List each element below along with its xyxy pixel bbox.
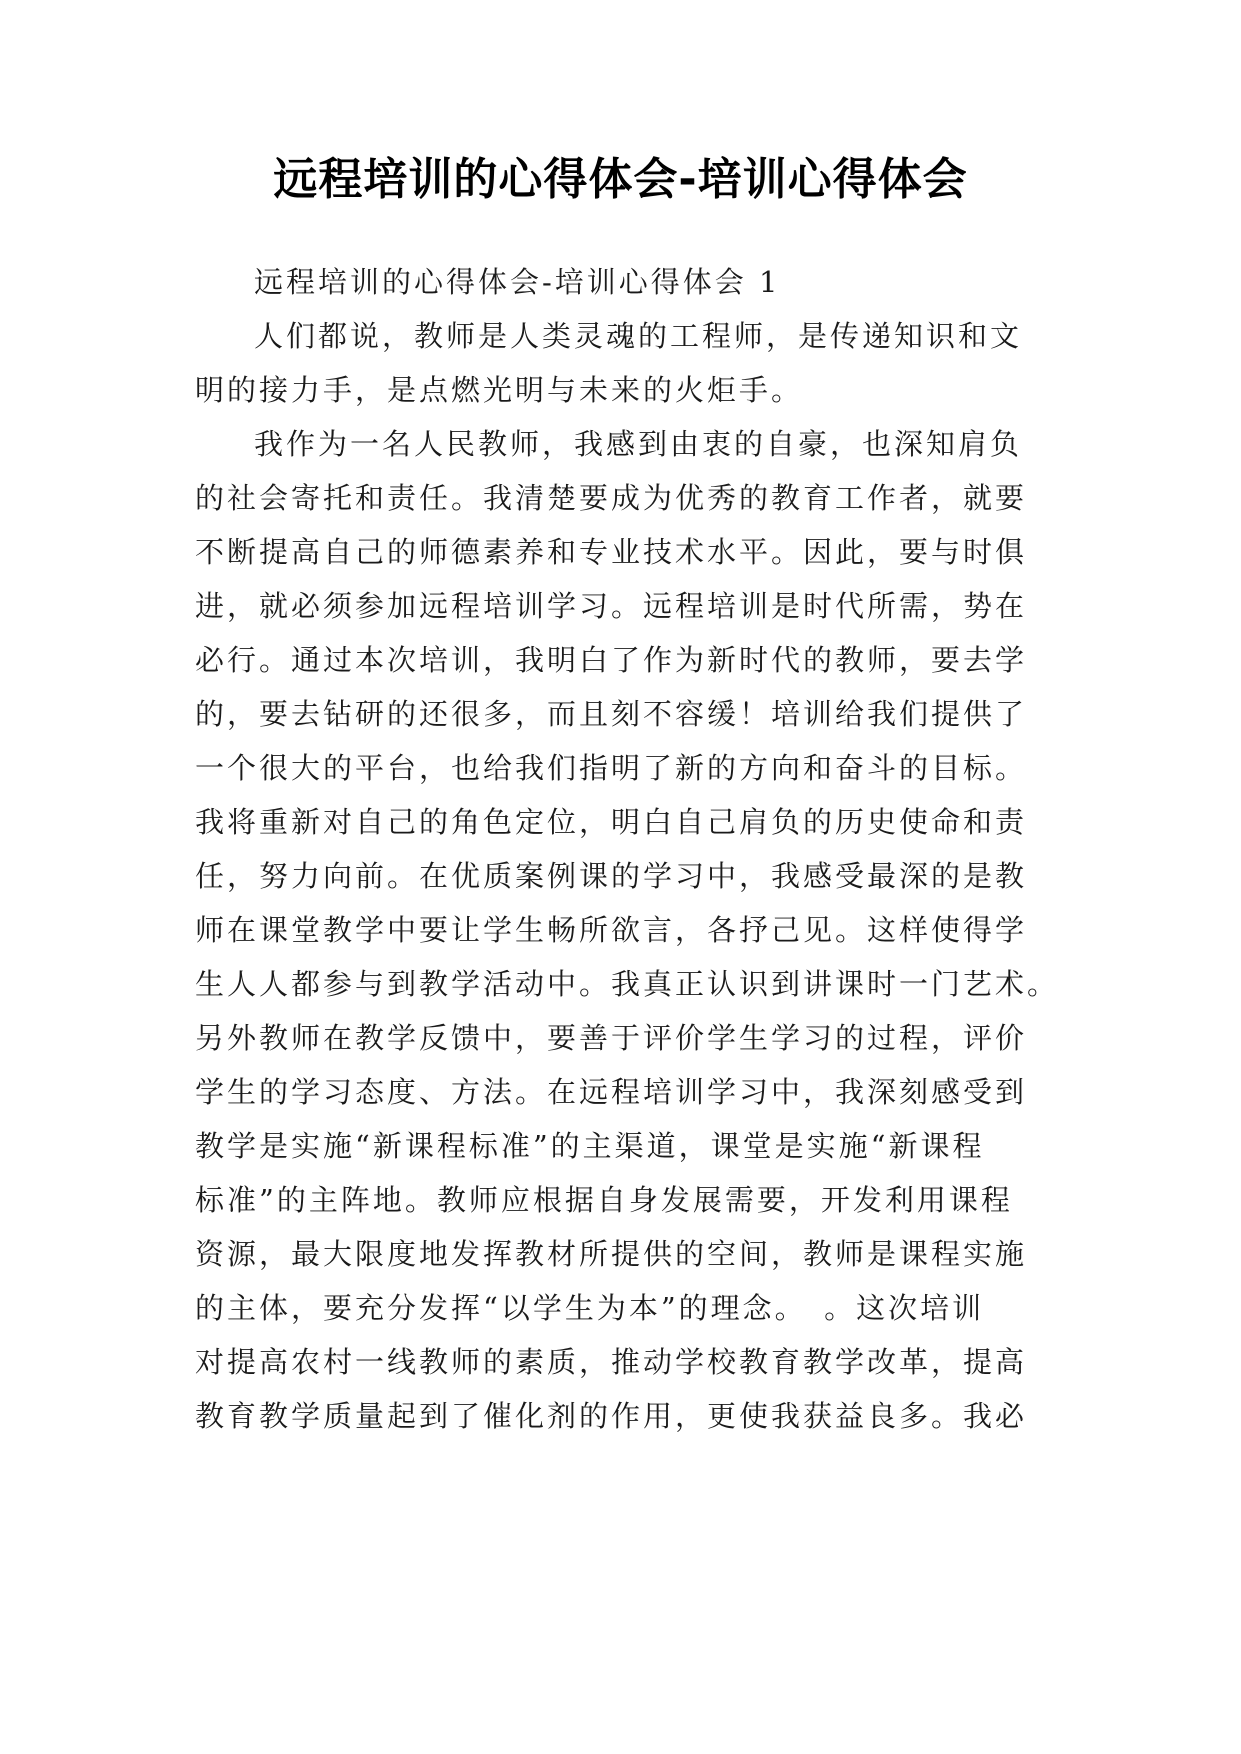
paragraph-line: 生人人都参与到教学活动中。我真正认识到讲课时一门艺术。 <box>195 967 1060 1001</box>
paragraph-line: 的主体，要充分发挥“以学生为本”的理念。 。这次培训 <box>195 1291 985 1325</box>
paragraph-line: 教育教学质量起到了催化剂的作用，更使我获益良多。我必 <box>195 1399 1028 1433</box>
paragraph-line: 我将重新对自己的角色定位，明白自己肩负的历史使命和责 <box>195 805 1028 839</box>
paragraph-line: 师在课堂教学中要让学生畅所欲言，各抒己见。这样使得学 <box>195 913 1028 947</box>
paragraph-line: 必行。通过本次培训，我明白了作为新时代的教师，要去学 <box>195 643 1028 677</box>
paragraph-line: 进，就必须参加远程培训学习。远程培训是时代所需，势在 <box>195 589 1028 623</box>
paragraph-line: 一个很大的平台，也给我们指明了新的方向和奋斗的目标。 <box>195 751 1028 785</box>
paragraph-line: 另外教师在教学反馈中，要善于评价学生学习的过程，评价 <box>195 1021 1028 1055</box>
paragraph-line: 明的接力手，是点燃光明与未来的火炬手。 <box>195 373 804 407</box>
paragraph-line: 标准”的主阵地。教师应根据自身发展需要，开发利用课程 <box>195 1183 1013 1217</box>
document-title: 远程培训的心得体会-培训心得体会 <box>273 154 968 205</box>
section-heading: 远程培训的心得体会-培训心得体会 1 <box>254 265 781 299</box>
paragraph-line: 不断提高自己的师德素养和专业技术水平。因此，要与时俱 <box>195 535 1028 569</box>
paragraph-line: 学生的学习态度、方法。在远程培训学习中，我深刻感受到 <box>195 1075 1028 1109</box>
paragraph-line: 人们都说，教师是人类灵魂的工程师，是传递知识和文 <box>254 319 1023 353</box>
paragraph-line: 的社会寄托和责任。我清楚要成为优秀的教育工作者，就要 <box>195 481 1028 515</box>
paragraph-line: 任，努力向前。在优质案例课的学习中，我感受最深的是教 <box>195 859 1028 893</box>
paragraph-line: 资源，最大限度地发挥教材所提供的空间，教师是课程实施 <box>195 1237 1028 1271</box>
paragraph-line: 对提高农村一线教师的素质，推动学校教育教学改革，提高 <box>195 1345 1028 1379</box>
paragraph-line: 教学是实施“新课程标准”的主渠道，课堂是实施“新课程 <box>195 1129 985 1163</box>
paragraph-line: 的，要去钻研的还很多，而且刻不容缓！培训给我们提供了 <box>195 697 1028 731</box>
paragraph-line: 我作为一名人民教师，我感到由衷的自豪，也深知肩负 <box>254 427 1023 461</box>
